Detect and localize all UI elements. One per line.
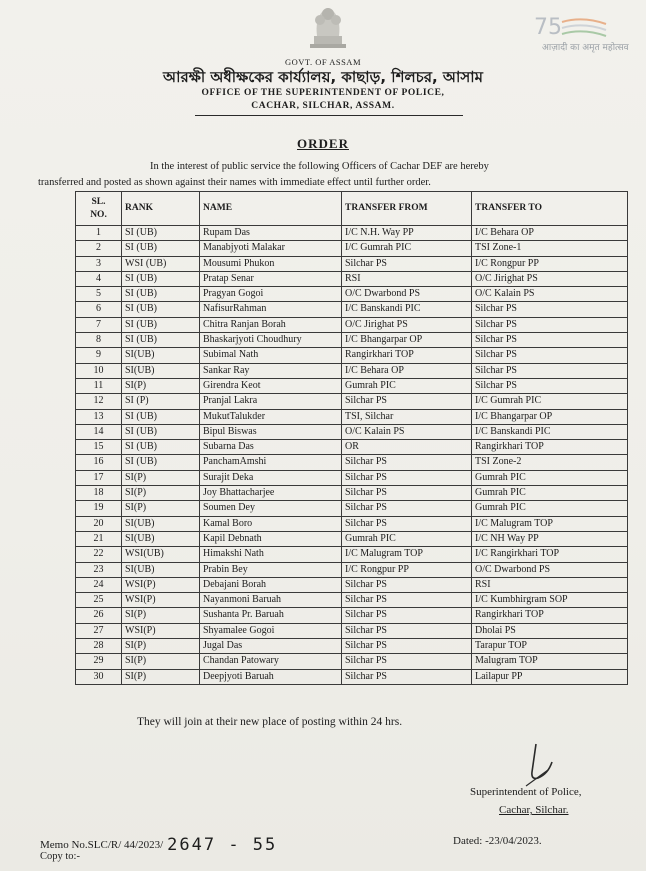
cell-sl-no: 26 (76, 608, 122, 623)
table-row (76, 333, 628, 348)
table-row (76, 654, 628, 669)
cell-rank: SI(P) (122, 470, 200, 485)
cell-sl-no: 11 (76, 378, 122, 393)
cell-sl-no: 15 (76, 440, 122, 455)
cell-transfer-to: RSI (472, 577, 628, 592)
table-row (76, 302, 628, 317)
cell-transfer-from: I/C Bhangarpar OP (342, 333, 472, 348)
order-title (0, 136, 646, 152)
table-row (76, 394, 628, 409)
cell-sl-no: 18 (76, 486, 122, 501)
cell-transfer-to: Rangirkhari TOP (472, 440, 628, 455)
table-row (76, 455, 628, 470)
cell-transfer-from: O/C Dwarbond PS (342, 287, 472, 302)
table-row (76, 378, 628, 393)
cell-rank: SI (UB) (122, 241, 200, 256)
cell-sl-no: 27 (76, 623, 122, 638)
cell-transfer-to: O/C Jirighat PS (472, 271, 628, 286)
cell-transfer-from: Silchar PS (342, 639, 472, 654)
cell-name: Joy Bhattacharjee (200, 486, 342, 501)
cell-rank: SI(UB) (122, 348, 200, 363)
header-rank: RANK (122, 192, 200, 226)
cell-transfer-to: I/C Kumbhirgram SOP (472, 593, 628, 608)
intro-line-2: transferred and posted as shown against their names with immediate effect until further order. (38, 177, 431, 188)
cell-sl-no: 16 (76, 455, 122, 470)
table-row (76, 547, 628, 562)
cell-transfer-to: Malugram TOP (472, 654, 628, 669)
memo-handwritten-number: 2647 - 55 (167, 835, 278, 855)
cell-transfer-from: Silchar PS (342, 486, 472, 501)
cell-transfer-from: Silchar PS (342, 470, 472, 485)
table-row (76, 516, 628, 531)
cell-name: Manabjyoti Malakar (200, 241, 342, 256)
cell-sl-no: 29 (76, 654, 122, 669)
cell-sl-no: 20 (76, 516, 122, 531)
cell-transfer-to: Gumrah PIC (472, 470, 628, 485)
cell-name: Himakshi Nath (200, 547, 342, 562)
cell-sl-no: 21 (76, 531, 122, 546)
cell-transfer-to: I/C Gumrah PIC (472, 394, 628, 409)
cell-name: Surajit Deka (200, 470, 342, 485)
cell-name: Jugal Das (200, 639, 342, 654)
cell-rank: SI(P) (122, 669, 200, 684)
cell-name: Rupam Das (200, 226, 342, 241)
cell-transfer-to: Dholai PS (472, 623, 628, 638)
table-row (76, 424, 628, 439)
table-row (76, 470, 628, 485)
cell-sl-no: 23 (76, 562, 122, 577)
cell-transfer-to: Silchar PS (472, 317, 628, 332)
cell-transfer-to: TSI Zone-2 (472, 455, 628, 470)
cell-transfer-to: Gumrah PIC (472, 501, 628, 516)
table-row (76, 409, 628, 424)
cell-transfer-to: Rangirkhari TOP (472, 608, 628, 623)
cell-transfer-to: Silchar PS (472, 333, 628, 348)
cell-transfer-to: I/C Banskandi PIC (472, 424, 628, 439)
cell-transfer-from: Rangirkhari TOP (342, 348, 472, 363)
table-header-row (76, 192, 628, 226)
cell-transfer-from: O/C Jirighat PS (342, 317, 472, 332)
cell-transfer-from: I/C Behara OP (342, 363, 472, 378)
office-title-line1: OFFICE OF THE SUPERINTENDENT OF POLICE, (201, 88, 445, 98)
cell-rank: SI (UB) (122, 271, 200, 286)
cell-sl-no: 30 (76, 669, 122, 684)
table-row (76, 226, 628, 241)
cell-transfer-from: I/C Banskandi PIC (342, 302, 472, 317)
cell-name: Shyamalee Gogoi (200, 623, 342, 638)
cell-sl-no: 25 (76, 593, 122, 608)
cell-rank: SI (UB) (122, 409, 200, 424)
cell-transfer-to: Lailapur PP (472, 669, 628, 684)
cell-name: Bhaskarjyoti Choudhury (200, 333, 342, 348)
cell-name: Subarna Das (200, 440, 342, 455)
table-row (76, 363, 628, 378)
table-row (76, 501, 628, 516)
cell-sl-no: 7 (76, 317, 122, 332)
order-date: Dated: -23/04/2023. (453, 835, 542, 847)
cell-sl-no: 2 (76, 241, 122, 256)
cell-sl-no: 24 (76, 577, 122, 592)
cell-sl-no: 10 (76, 363, 122, 378)
cell-transfer-to: O/C Dwarbond PS (472, 562, 628, 577)
cell-rank: SI(UB) (122, 363, 200, 378)
cell-name: Girendra Keot (200, 378, 342, 393)
cell-transfer-from: Silchar PS (342, 669, 472, 684)
cell-rank: SI (UB) (122, 317, 200, 332)
cell-rank: WSI(UB) (122, 547, 200, 562)
ashoka-emblem-icon (305, 0, 351, 50)
cell-name: Chitra Ranjan Borah (200, 317, 342, 332)
cell-transfer-from: Silchar PS (342, 654, 472, 669)
cell-sl-no: 17 (76, 470, 122, 485)
cell-transfer-from: Silchar PS (342, 256, 472, 271)
cell-name: Sankar Ray (200, 363, 342, 378)
cell-sl-no: 12 (76, 394, 122, 409)
cell-transfer-to: O/C Kalain PS (472, 287, 628, 302)
cell-transfer-to: TSI Zone-1 (472, 241, 628, 256)
cell-transfer-from: Silchar PS (342, 394, 472, 409)
cell-sl-no: 19 (76, 501, 122, 516)
cell-transfer-to: Silchar PS (472, 348, 628, 363)
cell-transfer-to: I/C Rangirkhari TOP (472, 547, 628, 562)
cell-sl-no: 5 (76, 287, 122, 302)
cell-sl-no: 22 (76, 547, 122, 562)
cell-name: Nayanmoni Baruah (200, 593, 342, 608)
cell-transfer-from: Silchar PS (342, 577, 472, 592)
cell-rank: WSI (UB) (122, 256, 200, 271)
cell-name: Soumen Dey (200, 501, 342, 516)
header-divider (195, 115, 463, 116)
cell-transfer-to: I/C Malugram TOP (472, 516, 628, 531)
table-row (76, 317, 628, 332)
cell-transfer-from: Silchar PS (342, 593, 472, 608)
cell-transfer-to: I/C Rongpur PP (472, 256, 628, 271)
header-transfer-from: TRANSFER FROM (342, 192, 472, 226)
transfer-table (75, 191, 628, 685)
cell-name: Pranjal Lakra (200, 394, 342, 409)
govt-heading: GOVT. OF ASSAM (284, 57, 362, 67)
table-row (76, 623, 628, 638)
cell-sl-no: 1 (76, 226, 122, 241)
cell-name: Pragyan Gogoi (200, 287, 342, 302)
cell-name: Prabin Bey (200, 562, 342, 577)
cell-name: Debajani Borah (200, 577, 342, 592)
table-row (76, 562, 628, 577)
cell-rank: SI(UB) (122, 531, 200, 546)
cell-name: PanchamAmshi (200, 455, 342, 470)
table-row (76, 593, 628, 608)
cell-sl-no: 3 (76, 256, 122, 271)
cell-rank: SI (UB) (122, 226, 200, 241)
cell-transfer-to: Silchar PS (472, 378, 628, 393)
cell-name: Chandan Patowary (200, 654, 342, 669)
table-row (76, 486, 628, 501)
cell-rank: SI(P) (122, 639, 200, 654)
cell-rank: SI (UB) (122, 302, 200, 317)
table-row (76, 287, 628, 302)
cell-rank: WSI(P) (122, 577, 200, 592)
table-row (76, 531, 628, 546)
cell-rank: SI(P) (122, 486, 200, 501)
cell-rank: SI (UB) (122, 440, 200, 455)
memo-number (40, 833, 277, 853)
cell-transfer-from: Gumrah PIC (342, 378, 472, 393)
cell-transfer-from: O/C Kalain PS (342, 424, 472, 439)
cell-transfer-from: Gumrah PIC (342, 531, 472, 546)
header-name: NAME (200, 192, 342, 226)
signature-mark (518, 742, 558, 788)
cell-transfer-from: I/C Gumrah PIC (342, 241, 472, 256)
cell-name: Sushanta Pr. Baruah (200, 608, 342, 623)
azadi-caption: आज़ादी का अमृत महोत्सव (542, 43, 629, 53)
cell-transfer-from: Silchar PS (342, 608, 472, 623)
table-row (76, 669, 628, 684)
cell-rank: SI(P) (122, 501, 200, 516)
cell-transfer-from: I/C N.H. Way PP (342, 226, 472, 241)
cell-transfer-from: I/C Rongpur PP (342, 562, 472, 577)
cell-name: Pratap Senar (200, 271, 342, 286)
cell-rank: WSI(P) (122, 623, 200, 638)
cell-name: MukutTalukder (200, 409, 342, 424)
cell-rank: SI(P) (122, 378, 200, 393)
cell-rank: SI(P) (122, 608, 200, 623)
signatory-location: Cachar, Silchar. (499, 804, 569, 816)
cell-rank: SI(P) (122, 654, 200, 669)
cell-rank: SI (UB) (122, 424, 200, 439)
cell-name: Deepjyoti Baruah (200, 669, 342, 684)
cell-transfer-to: I/C Behara OP (472, 226, 628, 241)
table-row (76, 271, 628, 286)
cell-rank: WSI(P) (122, 593, 200, 608)
cell-sl-no: 8 (76, 333, 122, 348)
cell-transfer-from: Silchar PS (342, 455, 472, 470)
signatory-designation: Superintendent of Police, (470, 786, 582, 798)
cell-sl-no: 13 (76, 409, 122, 424)
cell-transfer-to: Silchar PS (472, 302, 628, 317)
cell-name: Subimal Nath (200, 348, 342, 363)
table-row (76, 577, 628, 592)
cell-sl-no: 9 (76, 348, 122, 363)
cell-rank: SI (P) (122, 394, 200, 409)
cell-transfer-from: Silchar PS (342, 623, 472, 638)
cell-transfer-to: I/C NH Way PP (472, 531, 628, 546)
cell-transfer-from: TSI, Silchar (342, 409, 472, 424)
cell-transfer-from: OR (342, 440, 472, 455)
cell-rank: SI (UB) (122, 333, 200, 348)
cell-sl-no: 14 (76, 424, 122, 439)
table-row (76, 639, 628, 654)
cell-sl-no: 4 (76, 271, 122, 286)
cell-transfer-to: I/C Bhangarpar OP (472, 409, 628, 424)
cell-transfer-to: Gumrah PIC (472, 486, 628, 501)
cell-rank: SI(UB) (122, 516, 200, 531)
cell-transfer-to: Tarapur TOP (472, 639, 628, 654)
table-row (76, 348, 628, 363)
cell-transfer-from: RSI (342, 271, 472, 286)
memo-label: Memo No.SLC/R/ 44/2023/ (40, 839, 164, 851)
table-row (76, 440, 628, 455)
table-row (76, 608, 628, 623)
cell-name: Bipul Biswas (200, 424, 342, 439)
joining-note: They will join at their new place of posting within 24 hrs. (137, 716, 403, 728)
bengali-office-title: আরক্ষী অধীক্ষকের কার্য্যালয়, কাছাড়, শিলচর, আসাম (163, 68, 483, 86)
cell-name: NafisurRahman (200, 302, 342, 317)
cell-name: Kamal Boro (200, 516, 342, 531)
cell-rank: SI (UB) (122, 287, 200, 302)
header-sl-no: SL. NO. (76, 192, 122, 226)
cell-transfer-from: Silchar PS (342, 516, 472, 531)
copy-to-label: Copy to:- (40, 851, 80, 862)
cell-sl-no: 6 (76, 302, 122, 317)
cell-sl-no: 28 (76, 639, 122, 654)
cell-transfer-from: Silchar PS (342, 501, 472, 516)
cell-name: Kapil Debnath (200, 531, 342, 546)
cell-transfer-to: Silchar PS (472, 363, 628, 378)
cell-name: Mousumi Phukon (200, 256, 342, 271)
cell-rank: SI(UB) (122, 562, 200, 577)
header-transfer-to: TRANSFER TO (472, 192, 628, 226)
cell-transfer-from: I/C Malugram TOP (342, 547, 472, 562)
intro-line-1: In the interest of public service the following Officers of Cachar DEF are hereby (150, 161, 489, 172)
table-row (76, 256, 628, 271)
cell-rank: SI (UB) (122, 455, 200, 470)
office-title-line2: CACHAR, SILCHAR, ASSAM. (251, 101, 395, 111)
order-title-text: ORDER (297, 136, 349, 151)
svg-text:75: 75 (534, 15, 562, 40)
table-row (76, 241, 628, 256)
